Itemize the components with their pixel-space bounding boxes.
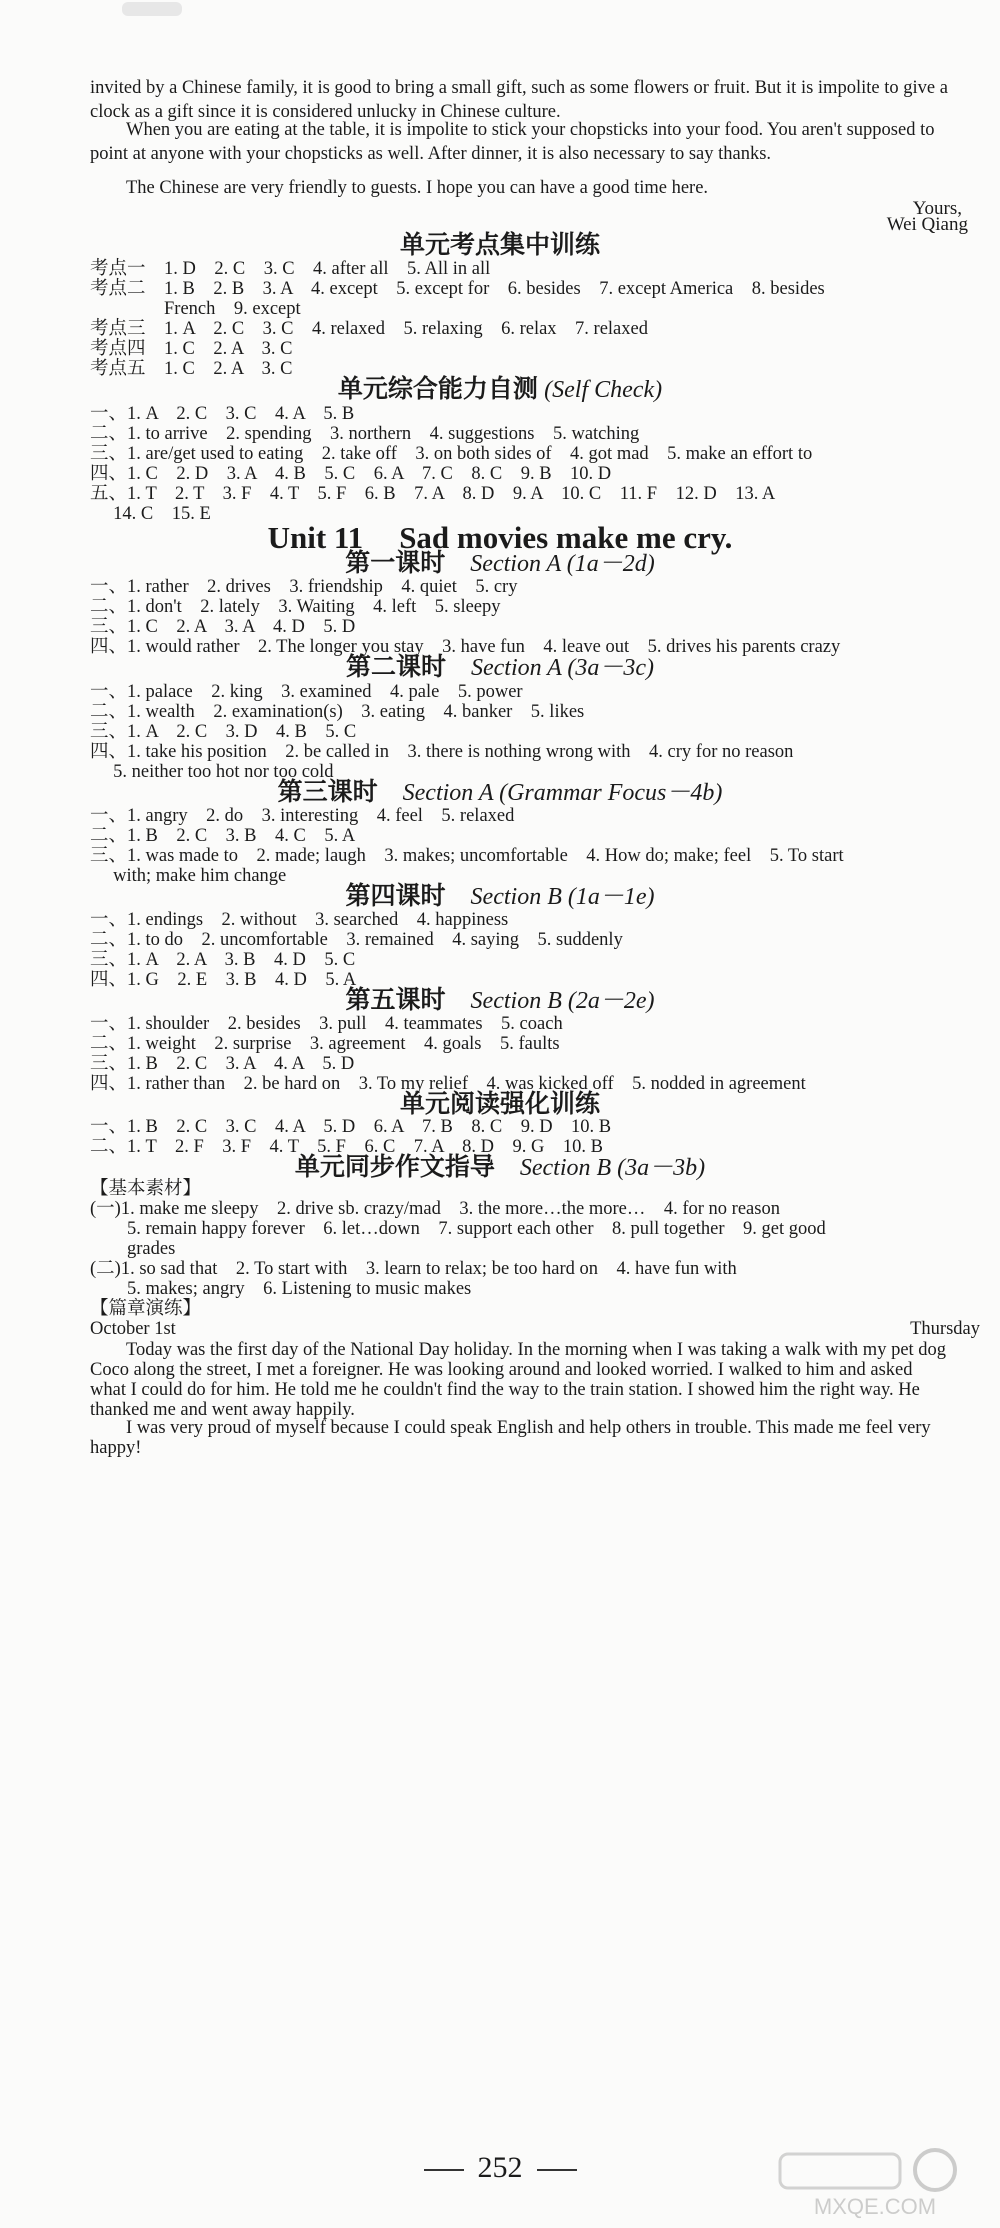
answer-line: 考点三 1. A 2. C 3. C 4. relaxed 5. relaxing 6. relax 7. relaxed [90, 319, 648, 339]
answer-line: (一)1. make me sleepy 2. drive sb. crazy/mad 3. the more…the more… 4. for no reason [90, 1199, 780, 1219]
answer-line: 5. makes; angry 6. Listening to music makes [90, 1279, 472, 1299]
answer-line: 二、1. to arrive 2. spending 3. northern 4. suggestions 5. watching [90, 424, 640, 444]
top-smudge [122, 2, 182, 16]
answer-line: 考点二 1. B 2. B 3. A 4. except 5. except for 6. besides 7. except America 8. besides [90, 279, 825, 299]
answer-line: 5. remain happy forever 6. let…down 7. support each other 8. pull together 9. get good [90, 1219, 826, 1239]
answer-line: 三、1. was made to 2. made; laugh 3. makes; uncomfortable 4. How do; make; feel 5. To start [90, 846, 844, 866]
lesson-3-section: Section A (Grammar Focus－4b) [402, 780, 723, 806]
lesson-1-section: Section A (1a－2d) [470, 551, 655, 577]
watermark-text: MXQE.COM [813, 2194, 937, 2219]
lesson-4-title: 第四课时 [345, 883, 446, 910]
answer-line: 二、1. B 2. C 3. B 4. C 5. A [90, 826, 356, 846]
writing-title-section: Section B (3a－3b) [519, 1155, 706, 1181]
unit-number: Unit 11 [267, 520, 364, 555]
answer-line: (二)1. so sad that 2. To start with 3. learn to relax; be too hard on 4. have fun with [90, 1259, 737, 1279]
self-check-title-cn: 单元综合能力自测 [337, 376, 538, 403]
answer-line: 三、1. A 2. A 3. B 4. D 5. C [90, 950, 356, 970]
page-number: 252 [477, 2151, 523, 2184]
answer-line: 二、1. T 2. F 3. F 4. T 5. F 6. C 7. A 8. D 9. G 10. B [90, 1137, 603, 1157]
subheading-essay-practice: 【篇章演练】 [90, 1299, 202, 1319]
answer-line: 一、1. palace 2. king 3. examined 4. pale 5. power [90, 682, 523, 702]
answer-line: 一、1. angry 2. do 3. interesting 4. feel 5. relaxed [90, 806, 515, 826]
answer-line: 三、1. C 2. A 3. A 4. D 5. D [90, 617, 356, 637]
answer-line: 14. C 15. E [90, 504, 211, 524]
page-number-dash-right [537, 2169, 577, 2171]
section-title-reading: 单元阅读强化训练 [399, 1091, 600, 1118]
letter-paragraph-1: invited by a Chinese family, it is good to bring a small gift, such as some flowers or fruit. But it is impolite to give a clock as a gift since it is considered unlucky in Chinese culture. [90, 78, 948, 122]
subheading-basic-material: 【基本素材】 [90, 1179, 202, 1199]
answer-line: 一、1. rather 2. drives 3. friendship 4. quiet 5. cry [90, 577, 518, 597]
answer-line: 二、1. wealth 2. examination(s) 3. eating 4. banker 5. likes [90, 702, 585, 722]
writing-title-cn: 单元同步作文指导 [294, 1154, 495, 1181]
letter-paragraph-2: When you are eating at the table, it is impolite to stick your chopsticks into your food. You aren't supposed to point at anyone with your chopsticks as well. After dinner, it is also necessary to say thanks. [90, 120, 935, 164]
answer-line: 三、1. are/get used to eating 2. take off 3. on both sides of 4. got mad 5. make an effort to [90, 444, 813, 464]
essay-paragraph-1: Today was the first day of the National Day holiday. In the morning when I was taking a walk with my pet dog Coco along the street, I met a foreigner. He was looking around and looked worried. I walked to him and asked what I could do for him. He told me he couldn't find the way to the train station. I showed him the right way. He thanked me and went away happily. [90, 1340, 947, 1420]
answer-line: 三、1. B 2. C 3. A 4. A 5. D [90, 1054, 355, 1074]
unit-title: Sad movies make me cry. [399, 520, 733, 555]
answer-line: 一、1. A 2. C 3. C 4. A 5. B [90, 404, 355, 424]
lesson-4-section: Section B (1a－1e) [470, 884, 655, 910]
answer-line: 三、1. A 2. C 3. D 4. B 5. C [90, 722, 357, 742]
answer-line: 一、1. B 2. C 3. C 4. A 5. D 6. A 7. B 8. C 9. D 10. B [90, 1117, 612, 1137]
page-number-dash-left [424, 2169, 464, 2171]
letter-paragraph-3: The Chinese are very friendly to guests. I hope you can have a good time here. [126, 178, 709, 198]
answer-line: 二、1. weight 2. surprise 3. agreement 4. goals 5. faults [90, 1034, 560, 1054]
answer-line: 考点五 1. C 2. A 3. C [90, 359, 293, 379]
section-title-unit-focus: 单元考点集中训练 [399, 232, 600, 259]
essay-date: October 1st [90, 1319, 176, 1339]
lesson-5-title: 第五课时 [345, 987, 446, 1014]
lesson-5-section: Section B (2a－2e) [470, 988, 655, 1014]
answer-line: 二、1. don't 2. lately 3. Waiting 4. left 5. sleepy [90, 597, 501, 617]
essay-paragraph-2: I was very proud of myself because I could speak English and help others in trouble. This made me feel very happy! [90, 1418, 931, 1458]
lesson-1-title: 第一课时 [345, 550, 446, 577]
answer-line: 5. neither too hot nor too cold [90, 762, 334, 782]
essay-weekday: Thursday [910, 1319, 980, 1339]
answer-line: 一、1. endings 2. without 3. searched 4. happiness [90, 910, 509, 930]
answer-line: 考点一 1. D 2. C 3. C 4. after all 5. All in all [90, 259, 491, 279]
answer-line: 四、1. G 2. E 3. B 4. D 5. A [90, 970, 357, 990]
answer-line: 四、1. rather than 2. be hard on 3. To my relief 4. was kicked off 5. nodded in agreement [90, 1074, 806, 1094]
letter-closing: Yours, [912, 198, 962, 219]
answer-line: 一、1. shoulder 2. besides 3. pull 4. teammates 5. coach [90, 1014, 563, 1034]
watermark-logo [760, 2142, 990, 2222]
lesson-3-title: 第三课时 [277, 779, 378, 806]
letter-signature: Wei Qiang [886, 214, 968, 235]
lesson-2-title: 第二课时 [345, 654, 446, 681]
answer-line: 四、1. take his position 2. be called in 3. there is nothing wrong with 4. cry for no reason [90, 742, 794, 762]
answer-line: grades [90, 1239, 176, 1259]
self-check-title-en: (Self Check) [544, 377, 663, 403]
answer-line: 二、1. to do 2. uncomfortable 3. remained 4. saying 5. suddenly [90, 930, 623, 950]
answer-line: French 9. except [90, 299, 301, 319]
answer-line: 四、1. C 2. D 3. A 4. B 5. C 6. A 7. C 8. C 9. B 10. D [90, 464, 612, 484]
answer-line: 四、1. would rather 2. The longer you stay 3. have fun 4. leave out 5. drives his parents crazy [90, 637, 841, 657]
answer-line: 考点四 1. C 2. A 3. C [90, 339, 293, 359]
lesson-2-section: Section A (3a－3c) [470, 655, 655, 681]
answer-line: with; make him change [90, 866, 287, 886]
answer-line: 五、1. T 2. T 3. F 4. T 5. F 6. B 7. A 8. D 9. A 10. C 11. F 12. D 13. A [90, 484, 776, 504]
